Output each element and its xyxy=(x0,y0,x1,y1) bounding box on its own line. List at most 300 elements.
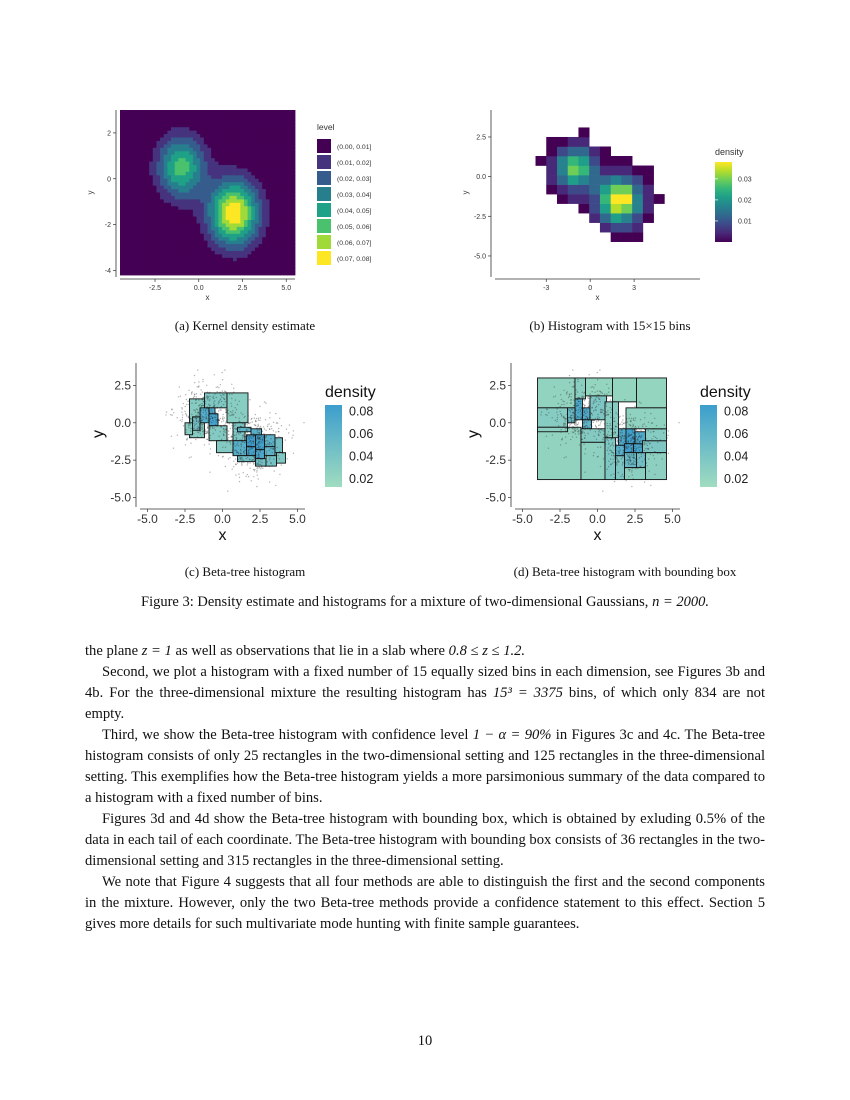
kde-cell xyxy=(240,227,244,231)
data-point xyxy=(599,417,600,418)
kde-cell xyxy=(222,230,226,234)
data-point xyxy=(582,399,583,400)
data-point xyxy=(282,442,283,443)
kde-cell xyxy=(244,272,248,276)
kde-cell xyxy=(142,179,146,183)
data-point xyxy=(258,425,259,426)
kde-cell xyxy=(255,248,259,252)
kde-cell xyxy=(211,141,215,145)
data-point xyxy=(584,472,585,473)
data-point xyxy=(575,416,576,417)
kde-cell xyxy=(149,230,153,234)
kde-cell xyxy=(218,124,222,128)
data-point xyxy=(265,444,266,445)
kde-cell xyxy=(262,186,266,190)
data-point xyxy=(607,469,608,470)
kde-cell xyxy=(178,120,182,124)
kde-cell xyxy=(200,241,204,245)
data-point xyxy=(255,420,256,421)
data-point xyxy=(653,428,654,429)
kde-cell xyxy=(259,268,263,272)
kde-cell xyxy=(164,210,168,214)
kde-cell xyxy=(156,230,160,234)
data-point xyxy=(612,404,613,405)
data-point xyxy=(541,411,542,412)
kde-cell xyxy=(273,196,277,200)
kde-cell xyxy=(153,217,157,221)
kde-cell xyxy=(291,261,295,265)
data-point xyxy=(602,411,603,412)
data-point xyxy=(571,396,572,397)
kde-cell xyxy=(259,272,263,276)
data-point xyxy=(244,453,245,454)
beta-tree-rectangle xyxy=(586,378,613,396)
data-point xyxy=(583,422,584,423)
kde-cell xyxy=(149,141,153,145)
kde-cell xyxy=(131,138,135,142)
kde-cell xyxy=(186,227,190,231)
y-tick-label: 0.0 xyxy=(489,415,506,430)
kde-cell xyxy=(233,196,237,200)
data-point xyxy=(596,427,597,428)
caption-3d: (d) Beta-tree histogram with bounding box xyxy=(513,564,737,579)
kde-cell xyxy=(255,251,259,255)
kde-cell xyxy=(208,117,212,121)
kde-cell xyxy=(280,189,284,193)
kde-cell xyxy=(127,210,131,214)
data-point xyxy=(253,463,254,464)
data-point xyxy=(618,450,619,451)
kde-cell xyxy=(240,272,244,276)
data-point xyxy=(208,443,209,444)
kde-cell xyxy=(277,148,281,152)
kde-cell xyxy=(160,234,164,238)
kde-cell xyxy=(218,155,222,159)
kde-cell xyxy=(200,182,204,186)
kde-cell xyxy=(226,158,230,162)
kde-cell xyxy=(142,227,146,231)
kde-cell xyxy=(255,168,259,172)
kde-cell xyxy=(288,272,292,276)
data-point xyxy=(259,467,260,468)
kde-cell xyxy=(178,175,182,179)
kde-cell xyxy=(218,189,222,193)
kde-cell xyxy=(127,237,131,241)
kde-cell xyxy=(160,120,164,124)
beta-tree-rectangle xyxy=(209,426,227,441)
kde-cell xyxy=(240,162,244,166)
kde-cell xyxy=(226,241,230,245)
data-point xyxy=(630,451,631,452)
kde-cell xyxy=(200,124,204,128)
data-point xyxy=(656,438,657,439)
kde-cell xyxy=(211,265,215,269)
data-point xyxy=(242,435,243,436)
data-point xyxy=(265,430,266,431)
data-point xyxy=(240,449,241,450)
data-point xyxy=(644,459,645,460)
kde-cell xyxy=(229,196,233,200)
data-point xyxy=(193,397,194,398)
data-point xyxy=(623,476,624,477)
data-point xyxy=(249,441,250,442)
legend-swatch xyxy=(317,219,331,233)
data-point xyxy=(201,437,202,438)
kde-cell xyxy=(244,234,248,238)
kde-cell xyxy=(222,120,226,124)
kde-cell xyxy=(284,217,288,221)
kde-cell xyxy=(248,234,252,238)
kde-cell xyxy=(240,158,244,162)
kde-cell xyxy=(197,110,201,114)
kde-cell xyxy=(266,248,270,252)
kde-cell xyxy=(208,258,212,262)
kde-cell xyxy=(288,210,292,214)
data-point xyxy=(578,434,579,435)
kde-cell xyxy=(186,168,190,172)
kde-cell xyxy=(178,168,182,172)
kde-cell xyxy=(248,113,252,117)
data-point xyxy=(611,434,612,435)
data-point xyxy=(253,469,254,470)
kde-cell xyxy=(215,165,219,169)
kde-cell xyxy=(131,234,135,238)
kde-cell xyxy=(197,217,201,221)
data-point xyxy=(214,407,215,408)
kde-cell xyxy=(193,179,197,183)
kde-cell xyxy=(204,182,208,186)
data-point xyxy=(262,438,263,439)
data-point xyxy=(225,422,226,423)
data-point xyxy=(617,423,618,424)
kde-cell xyxy=(156,124,160,128)
kde-cell xyxy=(167,203,171,207)
kde-cell xyxy=(215,110,219,114)
kde-cell xyxy=(164,189,168,193)
kde-cell xyxy=(193,210,197,214)
kde-cell xyxy=(197,168,201,172)
data-point xyxy=(223,431,224,432)
data-point xyxy=(644,428,645,429)
kde-cell xyxy=(138,227,142,231)
kde-cell xyxy=(284,151,288,155)
kde-cell xyxy=(149,217,153,221)
data-point xyxy=(225,429,226,430)
kde-cell xyxy=(182,131,186,135)
kde-cell xyxy=(171,131,175,135)
kde-cell xyxy=(142,127,146,131)
kde-cell xyxy=(120,206,124,210)
data-point xyxy=(593,387,594,388)
kde-cell xyxy=(277,213,281,217)
kde-cell xyxy=(138,193,142,197)
data-point xyxy=(170,414,171,415)
data-point xyxy=(233,461,234,462)
histogram-bin xyxy=(536,156,547,166)
data-point xyxy=(584,453,585,454)
data-point xyxy=(599,430,600,431)
kde-cell xyxy=(204,241,208,245)
data-point xyxy=(593,420,594,421)
kde-cell xyxy=(251,131,255,135)
kde-cell xyxy=(124,165,128,169)
kde-cell xyxy=(288,189,292,193)
data-point xyxy=(260,468,261,469)
kde-cell xyxy=(280,213,284,217)
kde-cell xyxy=(211,120,215,124)
kde-cell xyxy=(226,237,230,241)
kde-cell xyxy=(204,110,208,114)
data-point xyxy=(620,455,621,456)
kde-cell xyxy=(237,230,241,234)
data-point xyxy=(575,389,576,390)
kde-cell xyxy=(259,124,263,128)
kde-cell xyxy=(167,199,171,203)
kde-cell xyxy=(171,189,175,193)
data-point xyxy=(210,448,211,449)
kde-cell xyxy=(120,258,124,262)
kde-cell xyxy=(273,124,277,128)
kde-cell xyxy=(156,199,160,203)
x-tick-label: 0 xyxy=(588,285,593,292)
kde-cell xyxy=(189,241,193,245)
kde-cell xyxy=(218,151,222,155)
kde-cell xyxy=(251,134,255,138)
data-point xyxy=(590,429,591,430)
kde-cell xyxy=(149,199,153,203)
data-point xyxy=(253,441,254,442)
y-tick-label: 2.5 xyxy=(114,378,131,393)
kde-cell xyxy=(146,189,150,193)
kde-cell xyxy=(153,220,157,224)
kde-cell xyxy=(233,268,237,272)
kde-cell xyxy=(200,165,204,169)
kde-cell xyxy=(131,220,135,224)
data-point xyxy=(582,424,583,425)
kde-cell xyxy=(175,206,179,210)
data-point xyxy=(241,457,242,458)
data-point xyxy=(608,447,609,448)
kde-cell xyxy=(142,261,146,265)
kde-cell xyxy=(244,189,248,193)
kde-cell xyxy=(222,141,226,145)
kde-cell xyxy=(291,272,295,276)
legend-label: (0.00, 0.01] xyxy=(337,144,372,151)
data-point xyxy=(212,411,213,412)
kde-cell xyxy=(135,230,139,234)
data-point xyxy=(208,422,209,423)
data-point xyxy=(248,427,249,428)
kde-cell xyxy=(146,254,150,258)
kde-cell xyxy=(189,230,193,234)
kde-cell xyxy=(135,251,139,255)
kde-cell xyxy=(222,148,226,152)
data-point xyxy=(593,452,594,453)
data-point xyxy=(632,449,633,450)
kde-cell xyxy=(142,258,146,262)
kde-cell xyxy=(146,251,150,255)
data-point xyxy=(628,443,629,444)
data-point xyxy=(215,421,216,422)
kde-cell xyxy=(226,234,230,238)
kde-cell xyxy=(167,227,171,231)
kde-cell xyxy=(229,220,233,224)
kde-cell xyxy=(178,223,182,227)
data-point xyxy=(291,437,292,438)
kde-cell xyxy=(189,193,193,197)
data-point xyxy=(269,412,270,413)
kde-cell xyxy=(262,134,266,138)
kde-cell xyxy=(120,248,124,252)
data-point xyxy=(273,430,274,431)
kde-cell xyxy=(291,175,295,179)
kde-cell xyxy=(178,265,182,269)
kde-cell xyxy=(164,182,168,186)
kde-cell xyxy=(167,196,171,200)
kde-cell xyxy=(251,254,255,258)
kde-cell xyxy=(167,220,171,224)
data-point xyxy=(247,474,248,475)
kde-cell xyxy=(280,110,284,114)
kde-cell xyxy=(197,138,201,142)
kde-cell xyxy=(146,237,150,241)
kde-cell xyxy=(178,148,182,152)
kde-cell xyxy=(266,179,270,183)
kde-cell xyxy=(164,131,168,135)
kde-cell xyxy=(248,182,252,186)
kde-cell xyxy=(124,151,128,155)
kde-cell xyxy=(193,258,197,262)
data-point xyxy=(575,425,576,426)
kde-cell xyxy=(277,237,281,241)
figure-3b xyxy=(460,105,770,305)
kde-cell xyxy=(171,144,175,148)
kde-cell xyxy=(259,182,263,186)
data-point xyxy=(223,397,224,398)
kde-cell xyxy=(178,144,182,148)
kde-cell xyxy=(156,248,160,252)
kde-cell xyxy=(255,165,259,169)
data-point xyxy=(217,391,218,392)
data-point xyxy=(596,401,597,402)
kde-cell xyxy=(138,203,142,207)
kde-cell xyxy=(291,117,295,121)
kde-cell xyxy=(142,223,146,227)
data-point xyxy=(246,440,247,441)
kde-cell xyxy=(127,144,131,148)
data-point xyxy=(277,422,278,423)
data-point xyxy=(564,457,565,458)
data-point xyxy=(191,418,192,419)
kde-cell xyxy=(149,227,153,231)
kde-cell xyxy=(269,151,273,155)
kde-cell xyxy=(237,131,241,135)
data-point xyxy=(195,439,196,440)
kde-cell xyxy=(131,151,135,155)
histogram-bin xyxy=(621,175,632,185)
kde-cell xyxy=(189,258,193,262)
data-point xyxy=(634,441,635,442)
data-point xyxy=(200,420,201,421)
kde-cell xyxy=(255,124,259,128)
data-point xyxy=(220,407,221,408)
kde-cell xyxy=(204,227,208,231)
data-point xyxy=(207,432,208,433)
data-point xyxy=(571,415,572,416)
data-point xyxy=(199,423,200,424)
data-point xyxy=(593,402,594,403)
data-point xyxy=(618,427,619,428)
data-point xyxy=(239,428,240,429)
data-point xyxy=(597,414,598,415)
kde-cell xyxy=(248,117,252,121)
kde-cell xyxy=(135,120,139,124)
data-point xyxy=(627,421,628,422)
kde-cell xyxy=(164,113,168,117)
kde-cell xyxy=(149,131,153,135)
data-point xyxy=(565,436,566,437)
kde-cell xyxy=(171,237,175,241)
kde-cell xyxy=(269,186,273,190)
kde-cell xyxy=(171,230,175,234)
kde-cell xyxy=(251,206,255,210)
kde-cell xyxy=(135,151,139,155)
kde-cell xyxy=(164,248,168,252)
kde-cell xyxy=(208,138,212,142)
data-point xyxy=(262,440,263,441)
kde-cell xyxy=(255,162,259,166)
kde-cell xyxy=(149,254,153,258)
kde-cell xyxy=(197,158,201,162)
data-point xyxy=(229,415,230,416)
kde-cell xyxy=(237,186,241,190)
kde-cell xyxy=(153,206,157,210)
kde-cell xyxy=(218,138,222,142)
kde-cell xyxy=(193,158,197,162)
data-point xyxy=(607,439,608,440)
data-point xyxy=(218,455,219,456)
kde-cell xyxy=(222,196,226,200)
histogram-bin xyxy=(600,166,611,176)
data-point xyxy=(654,418,655,419)
kde-cell xyxy=(167,186,171,190)
kde-cell xyxy=(204,158,208,162)
kde-cell xyxy=(277,217,281,221)
data-point xyxy=(241,464,242,465)
kde-cell xyxy=(149,241,153,245)
y-tick-label: -2.5 xyxy=(110,453,131,468)
kde-cell xyxy=(240,241,244,245)
kde-cell xyxy=(175,175,179,179)
legend-title: density xyxy=(715,147,744,157)
data-point xyxy=(209,432,210,433)
data-point xyxy=(598,397,599,398)
kde-cell xyxy=(138,168,142,172)
kde-cell xyxy=(244,237,248,241)
kde-cell xyxy=(269,227,273,231)
data-point xyxy=(258,418,259,419)
y-axis-label: y xyxy=(90,430,107,438)
kde-cell xyxy=(204,261,208,265)
kde-cell xyxy=(255,158,259,162)
data-point xyxy=(630,440,631,441)
kde-cell xyxy=(197,234,201,238)
kde-cell xyxy=(149,268,153,272)
data-point xyxy=(622,415,623,416)
kde-cell xyxy=(186,134,190,138)
kde-cell xyxy=(186,182,190,186)
kde-cell xyxy=(255,241,259,245)
